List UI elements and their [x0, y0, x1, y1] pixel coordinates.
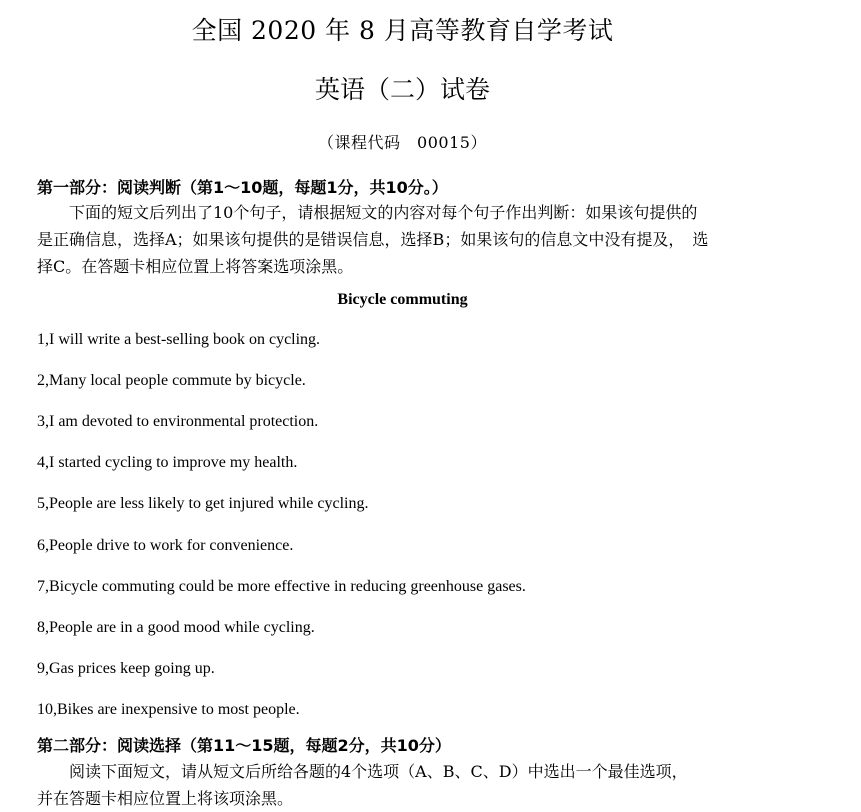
question-item: 6,People drive to work for convenience.: [37, 537, 294, 554]
exam-title: 全国 2020 年 8 月高等教育自学考试: [191, 16, 614, 45]
question-item: 1,I will write a best-selling book on cycling.: [37, 331, 321, 348]
paper-name: 英语（二）试卷: [314, 75, 490, 104]
part-two-heading: 第二部分：阅读选择（第11～15题，每题2分，共10分）: [37, 736, 451, 755]
question-item: 8,People are in a good mood while cycling.: [37, 619, 315, 636]
question-item: 9,Gas prices keep going up.: [37, 660, 215, 677]
part-two-instruction-line: 并在答题卡相应位置上将该项涂黑。: [37, 789, 294, 808]
part-one-instruction-line: 择C。在答题卡相应位置上将答案选项涂黑。: [37, 257, 354, 276]
question-item: 3,I am devoted to environmental protection.: [37, 413, 319, 430]
course-code: （课程代码 00015）: [318, 133, 487, 152]
part-two-instruction-line: 阅读下面短文，请从短文后所给各题的4个选项（A、B、C、D）中选出一个最佳选项，: [37, 762, 688, 781]
passage-title: Bicycle commuting: [337, 291, 468, 308]
question-item: 5,People are less likely to get injured while cycling.: [37, 495, 369, 512]
question-item: 7,Bicycle commuting could be more effective in reducing greenhouse gases.: [37, 578, 526, 595]
part-one-heading: 第一部分：阅读判断（第1～10题，每题1分，共10分。）: [37, 178, 448, 197]
part-one-instruction-line: 是正确信息，选择A；如果该句提供的是错误信息，选择B；如果该句的信息文中没有提及， 选: [37, 230, 709, 249]
part-one-instruction-line: 下面的短文后列出了10个句子，请根据短文的内容对每个句子作出判断：如果该句提供的: [37, 203, 698, 222]
question-item: 2,Many local people commute by bicycle.: [37, 372, 306, 389]
question-item: 4,I started cycling to improve my health.: [37, 454, 298, 471]
question-item: 10,Bikes are inexpensive to most people.: [37, 701, 300, 718]
